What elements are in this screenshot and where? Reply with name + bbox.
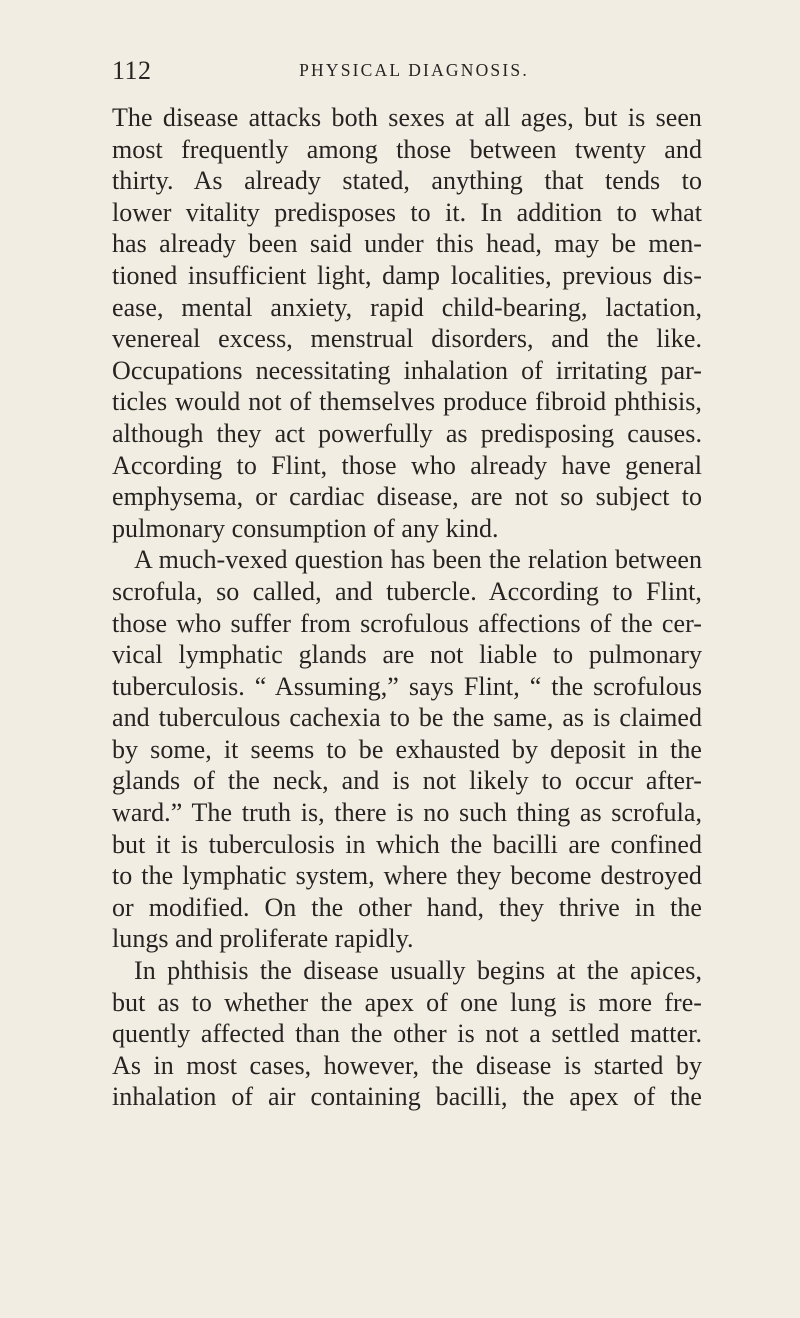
text-line: but as to whether the apex of one lung is more fre- (112, 987, 702, 1017)
text-line: In phthisis the disease usually begins at the apices, (134, 956, 702, 986)
text-line: ticles would not of themselves produce fibroid phthisis, (112, 387, 702, 417)
text-line: thirty. As already stated, anything that tends to (112, 166, 702, 196)
page-number: 112 (112, 56, 152, 85)
paragraph (112, 955, 702, 1113)
running-head (112, 56, 704, 86)
text-line: glands of the neck, and is not likely to occur after- (112, 766, 702, 796)
text-line: and tuberculous cachexia to be the same, as is claimed (112, 703, 702, 733)
text-line: emphysema, or cardiac disease, are not so subject to (112, 482, 702, 512)
text-line: A much-vexed question has been the relation between (134, 545, 702, 575)
text-line: tuberculosis. “ Assuming,” says Flint, “ the scrofulous (112, 671, 702, 701)
text-line: or modified. On the other hand, they thrive in the (112, 892, 702, 922)
text-line: scrofula, so called, and tubercle. According to Flint, (112, 576, 702, 606)
text-line: to the lymphatic system, where they become destroyed (112, 861, 702, 891)
text-line: by some, it seems to be exhausted by deposit in the (112, 734, 702, 764)
text-line: has already been said under this head, may be men- (112, 229, 702, 259)
text-line: although they act powerfully as predisposing causes. (112, 418, 702, 448)
text-line: vical lymphatic glands are not liable to pulmonary (112, 640, 702, 670)
body-text (112, 102, 702, 1113)
text-line: Occupations necessitating inhalation of irritating par- (112, 355, 702, 385)
text-line: venereal excess, menstrual disorders, and the like. (112, 324, 702, 354)
text-line: inhalation of air containing bacilli, the apex of the (112, 1082, 702, 1112)
text-line: lungs and proliferate rapidly. (112, 924, 414, 954)
text-line: The disease attacks both sexes at all ages, but is seen (112, 103, 702, 132)
text-line: quently affected than the other is not a settled matter. (112, 1019, 702, 1049)
text-line: but it is tuberculosis in which the bacilli are confined (112, 829, 702, 859)
paragraph (112, 544, 702, 955)
text-line: ease, mental anxiety, rapid child-bearing, lactation, (112, 292, 702, 322)
text-line: those who suffer from scrofulous affections of the cer- (112, 608, 702, 638)
text-line: most frequently among those between twenty and (112, 134, 702, 164)
text-line: As in most cases, however, the disease is started by (112, 1050, 702, 1080)
text-line: pulmonary consumption of any kind. (112, 513, 499, 543)
paragraph (112, 102, 702, 544)
text-line: ward.” The truth is, there is no such thing as scrofula, (112, 798, 702, 828)
text-line: According to Flint, those who already have general (112, 450, 702, 480)
text-line: tioned insufficient light, damp localities, previous dis- (112, 260, 702, 290)
running-title: PHYSICAL DIAGNOSIS. (299, 60, 529, 80)
text-line: lower vitality predisposes to it. In addition to what (112, 197, 702, 227)
